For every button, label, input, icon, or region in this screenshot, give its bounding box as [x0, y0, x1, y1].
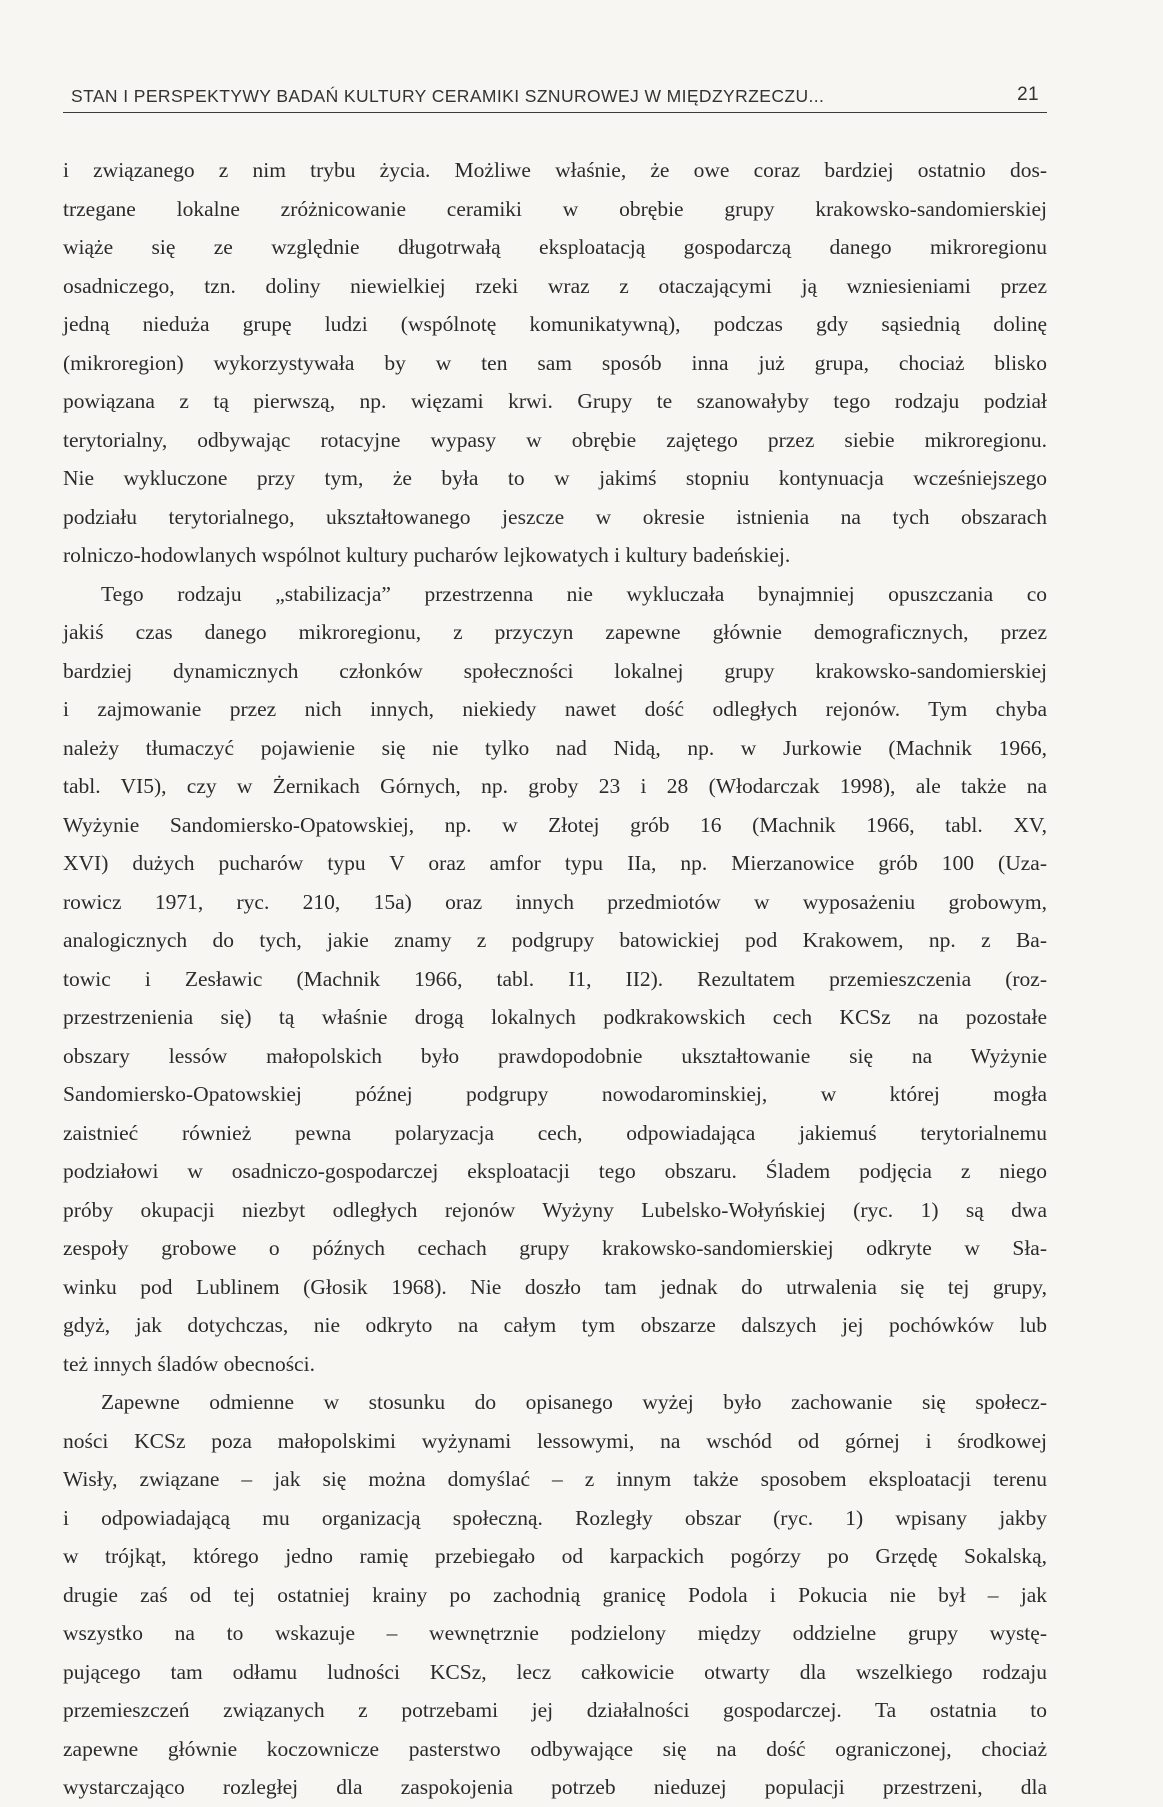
- text-line: Sandomiersko-Opatowskiej późnej podgrupy nowodarominskiej, w której mogła: [63, 1082, 1047, 1106]
- page-number: 21: [1017, 84, 1039, 105]
- text-line: przemieszczeń związanych z potrzebami jej działalności gospodarczej. Ta ostatnia to: [63, 1698, 1047, 1722]
- text-line: Wisły, związane – jak się można domyślać – z innym także sposobem eksploatacji terenu: [63, 1467, 1047, 1491]
- text-line: wiąże się ze względnie długotrwałą eksploatacją gospodarczą danego mikroregionu: [63, 235, 1047, 259]
- text-line: ności KCSz poza małopolskimi wyżynami lessowymi, na wschód od górnej i środkowej: [63, 1428, 1047, 1453]
- text-line: przestrzenienia się) tą właśnie drogą lokalnych podkrakowskich cech KCSz na pozostałe: [63, 1005, 1047, 1029]
- text-line: XVI) dużych pucharów typu V oraz amfor typu IIa, np. Mierzanowice grób 100 (Uza-: [63, 851, 1047, 875]
- text-line: podziału terytorialnego, ukształtowanego jeszcze w okresie istnienia na tych obszarach: [63, 504, 1047, 529]
- text-line: winku pod Lublinem (Głosik 1968). Nie doszło tam jednak do utrwalenia się tej grupy,: [63, 1274, 1047, 1299]
- text-line: jakiś czas danego mikroregionu, z przyczyn zapewne głównie demograficznych, przez: [63, 620, 1047, 644]
- text-line: też innych śladów obecności.: [63, 1351, 315, 1376]
- text-line: podziałowi w osadniczo-gospodarczej eksploatacji tego obszaru. Śladem podjęcia z niego: [63, 1159, 1047, 1183]
- text-line: (mikroregion) wykorzystywała by w ten sam sposób inna już grupa, chociaż blisko: [63, 350, 1047, 375]
- text-line: rolniczo-hodowlanych wspólnot kultury pucharów lejkowatych i kultury badeńskiej.: [63, 543, 791, 567]
- text-line: zaistnieć również pewna polaryzacja cech, odpowiadająca jakiemuś terytorialnemu: [63, 1120, 1047, 1145]
- paragraph: [63, 151, 1047, 575]
- text-line: zespoły grobowe o późnych cechach grupy krakowsko-sandomierskiej odkryte w Sła-: [63, 1236, 1047, 1260]
- text-line: gdyż, jak dotychczas, nie odkryto na całym tym obszarze dalszych jej pochówków lub: [63, 1313, 1047, 1337]
- running-header: [63, 84, 1047, 113]
- text-line: Wyżynie Sandomiersko-Opatowskiej, np. w Złotej grób 16 (Machnik 1966, tabl. XV,: [63, 812, 1047, 837]
- text-line: obszary lessów małopolskich było prawdopodobnie ukształtowanie się na Wyżynie: [63, 1043, 1047, 1068]
- text-line: należy tłumaczyć pojawienie się nie tylko nad Nidą, np. w Jurkowie (Machnik 1966,: [63, 735, 1047, 760]
- running-title: STAN I PERSPEKTYWY BADAŃ KULTURY CERAMIKI SZNUROWEJ W MIĘDZYRZECZU...: [71, 86, 825, 106]
- text-line: powiązana z tą pierwszą, np. więzami krwi. Grupy te szanowałyby tego rodzaju podział: [63, 389, 1047, 413]
- text-line: wszystko na to wskazuje – wewnętrznie podzielony między oddzielne grupy wystę-: [63, 1621, 1047, 1645]
- text-line: i związanego z nim trybu życia. Możliwe właśnie, że owe coraz bardziej ostatnio dos-: [63, 158, 1047, 182]
- text-line: bardziej dynamicznych członków społeczności lokalnej grupy krakowsko-sandomierskiej: [63, 658, 1047, 683]
- text-line: analogicznych do tych, jakie znamy z podgrupy batowickiej pod Krakowem, np. z Ba-: [63, 928, 1047, 952]
- text-line: jedną nieduża grupę ludzi (wspólnotę komunikatywną), podczas gdy sąsiednią dolinę: [63, 312, 1047, 336]
- text-line: drugie zaś od tej ostatniej krainy po zachodnią granicę Podola i Pokucia nie był – jak: [63, 1582, 1047, 1607]
- text-line: pującego tam odłamu ludności KCSz, lecz całkowicie otwarty dla wszelkiego rodzaju: [63, 1659, 1047, 1684]
- text-line: osadniczego, tzn. doliny niewielkiej rzeki wraz z otaczającymi ją wzniesieniami przez: [63, 273, 1047, 298]
- text-line: tabl. VI5), czy w Żernikach Górnych, np. groby 23 i 28 (Włodarczak 1998), ale także na: [63, 774, 1047, 798]
- text-line: towic i Zesławic (Machnik 1966, tabl. I1, II2). Rezultatem przemieszczenia (roz-: [63, 966, 1047, 991]
- text-line: rowicz 1971, ryc. 210, 15a) oraz innych przedmiotów w wyposażeniu grobowym,: [63, 889, 1047, 914]
- paragraph: [63, 575, 1047, 1384]
- body-text: [63, 151, 1047, 1807]
- text-line: Tego rodzaju „stabilizacja” przestrzenna nie wykluczała bynajmniej opuszczania co: [101, 581, 1047, 606]
- text-line: próby okupacji niezbyt odległych rejonów Wyżyny Lubelsko-Wołyńskiej (ryc. 1) są dwa: [63, 1197, 1047, 1222]
- text-line: zapewne głównie koczownicze pasterstwo odbywające się na dość ograniczonej, chociaż: [63, 1736, 1047, 1761]
- text-line: i zajmowanie przez nich innych, niekiedy nawet dość odległych rejonów. Tym chyba: [63, 697, 1047, 721]
- text-line: Nie wykluczone przy tym, że była to w jakimś stopniu kontynuacja wcześniejszego: [63, 466, 1047, 490]
- text-line: i odpowiadającą mu organizacją społeczną. Rozległy obszar (ryc. 1) wpisany jakby: [63, 1505, 1047, 1530]
- text-line: w trójkąt, którego jedno ramię przebiegało od karpackich pogórzy po Grzędę Sokalską,: [63, 1544, 1047, 1568]
- text-line: trzegane lokalne zróżnicowanie ceramiki w obrębie grupy krakowsko-sandomierskiej: [63, 196, 1047, 221]
- text-line: wystarczająco rozległej dla zaspokojenia potrzeb nieduzej populacji przestrzeni, dla: [63, 1775, 1047, 1799]
- paragraph: [63, 1383, 1047, 1807]
- text-line: terytorialny, odbywając rotacyjne wypasy w obrębie zajętego przez siebie mikroregionu.: [63, 427, 1047, 452]
- text-line: Zapewne odmienne w stosunku do opisanego wyżej było zachowanie się społecz-: [101, 1390, 1047, 1414]
